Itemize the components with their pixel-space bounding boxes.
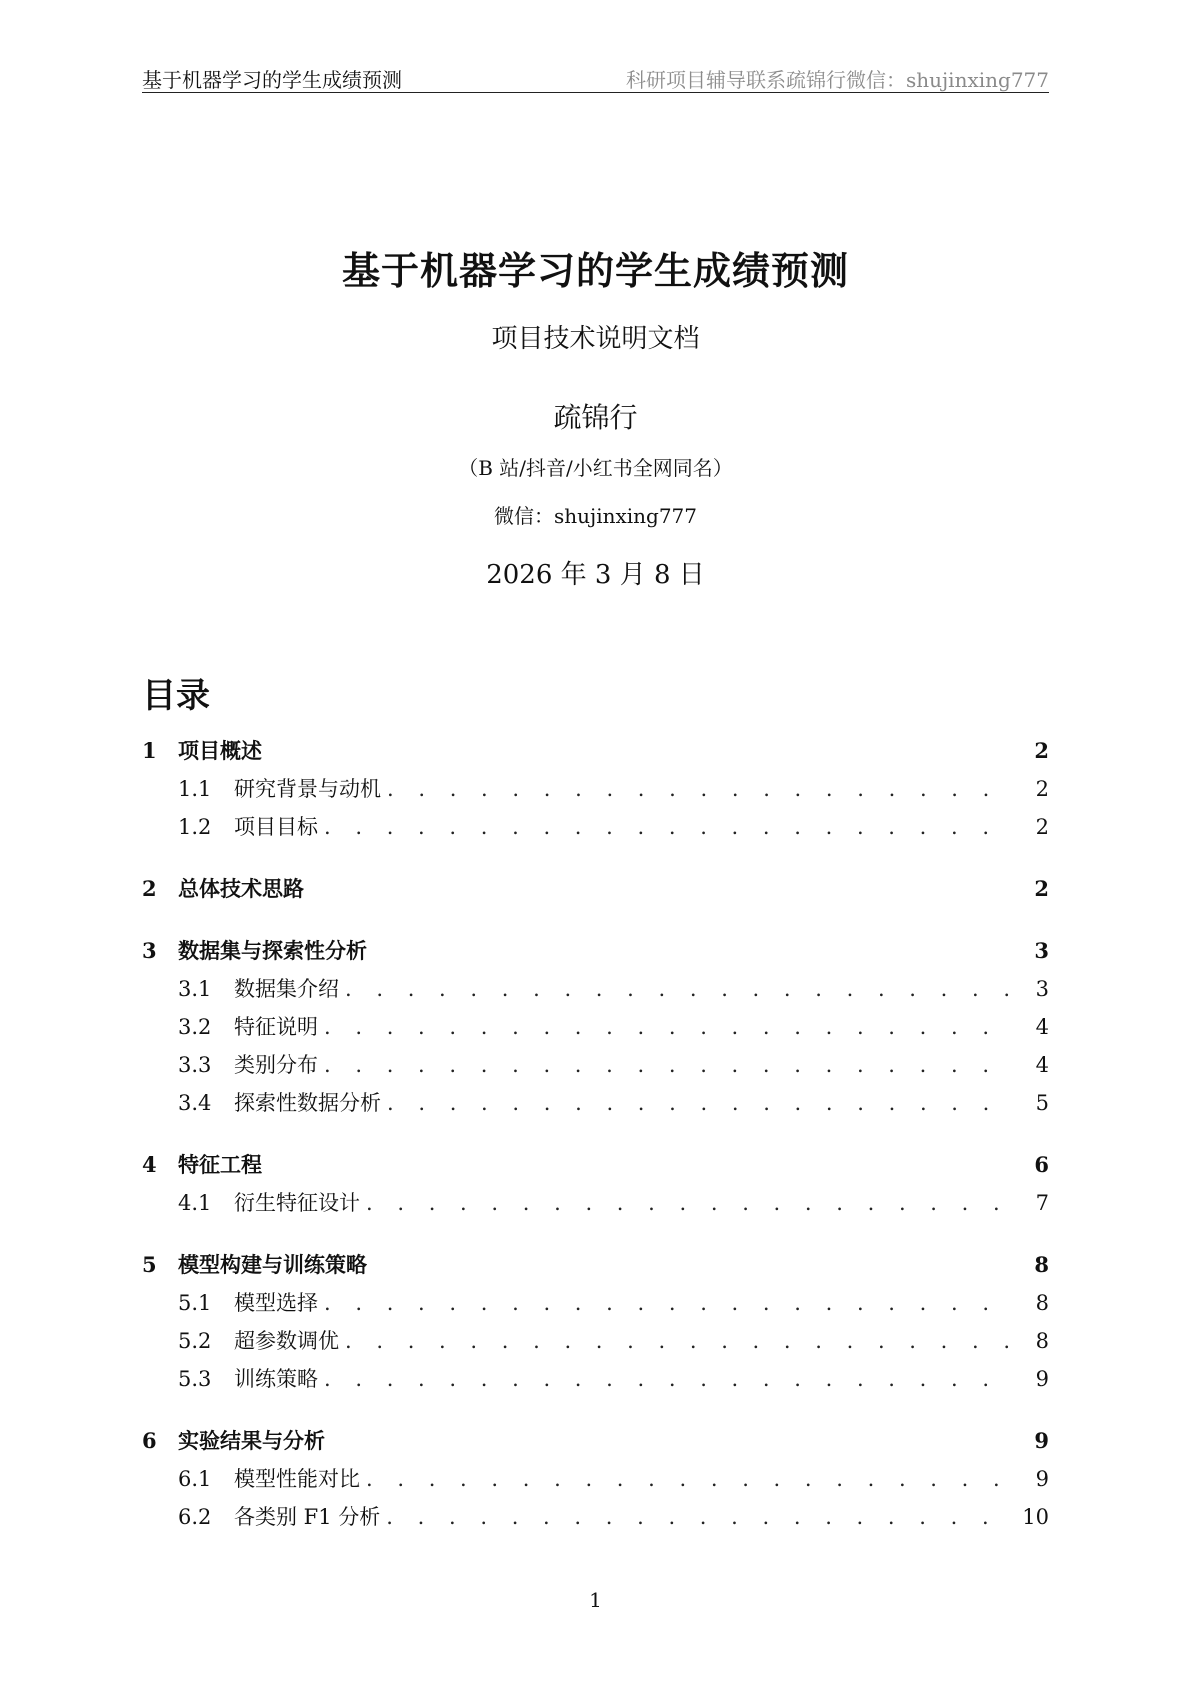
toc-subsection-number: 6.2	[178, 1505, 212, 1529]
toc-section-entry[interactable]	[142, 873, 1049, 911]
toc-subsection-label: 特征说明	[234, 1015, 318, 1039]
toc-section-label: 模型构建与训练策略	[178, 1252, 367, 1277]
toc-leader-dots	[324, 1053, 1009, 1077]
toc-subsection-entry[interactable]	[142, 1501, 1049, 1539]
toc-gap	[142, 849, 1049, 873]
toc-subsection-entry[interactable]	[142, 973, 1049, 1011]
toc-section-number: 3	[142, 938, 157, 963]
toc-subsection-number: 3.3	[178, 1053, 212, 1077]
toc-subsection-label: 数据集介绍	[234, 977, 339, 1001]
toc-leader-dots	[324, 1015, 1009, 1039]
toc-gap	[142, 1401, 1049, 1425]
header-rule	[142, 92, 1049, 93]
toc-subsection-number: 1.1	[178, 777, 212, 801]
toc-section-number: 6	[142, 1428, 157, 1453]
toc-subsection-number: 3.2	[178, 1015, 212, 1039]
toc-subsection-number: 4.1	[178, 1191, 212, 1215]
toc-subsection-entry[interactable]	[142, 1363, 1049, 1401]
toc-subsection-entry[interactable]	[142, 811, 1049, 849]
toc-leader-dots	[366, 1467, 1009, 1491]
toc-section-entry[interactable]	[142, 1425, 1049, 1463]
toc-section-page: 8	[1034, 1252, 1049, 1277]
toc-section-label: 项目概述	[178, 738, 262, 763]
toc-section-number: 1	[142, 738, 157, 763]
toc-subsection-page: 4	[1035, 1015, 1049, 1039]
toc-subsection-page: 8	[1035, 1291, 1049, 1315]
toc-section-number: 4	[142, 1152, 157, 1177]
toc-section-entry[interactable]	[142, 735, 1049, 773]
toc-section-page: 9	[1034, 1428, 1049, 1453]
toc-subsection-page: 7	[1035, 1191, 1049, 1215]
toc-leader-dots	[345, 977, 1009, 1001]
platform-note: （B 站/抖音/小红书全网同名）	[458, 456, 733, 480]
toc-section-page: 3	[1034, 938, 1049, 963]
toc-subsection-label: 研究背景与动机	[234, 777, 381, 801]
toc-section-page: 6	[1034, 1152, 1049, 1177]
toc-leader-dots	[386, 1505, 1009, 1529]
toc-heading: 目录	[142, 676, 210, 716]
document-title: 基于机器学习的学生成绩预测	[341, 248, 849, 293]
toc-leader-dots	[387, 777, 1009, 801]
table-of-contents	[142, 735, 1049, 1539]
toc-gap	[142, 911, 1049, 935]
toc-subsection-page: 2	[1035, 815, 1049, 839]
toc-subsection-label: 各类别 F1 分析	[234, 1505, 381, 1529]
toc-subsection-number: 5.1	[178, 1291, 212, 1315]
running-header-contact: 科研项目辅导联系疏锦行微信：shujinxing777	[625, 68, 1049, 92]
toc-leader-dots	[387, 1091, 1009, 1115]
wechat-contact: 微信：shujinxing777	[493, 504, 698, 528]
toc-subsection-label: 项目目标	[234, 815, 318, 839]
toc-subsection-entry[interactable]	[142, 1087, 1049, 1125]
toc-subsection-label: 训练策略	[234, 1367, 318, 1391]
toc-subsection-entry[interactable]	[142, 773, 1049, 811]
toc-subsection-label: 探索性数据分析	[234, 1091, 381, 1115]
toc-subsection-entry[interactable]	[142, 1049, 1049, 1087]
toc-section-number: 5	[142, 1252, 157, 1277]
toc-leader-dots	[324, 1291, 1009, 1315]
toc-section-label: 特征工程	[178, 1152, 262, 1177]
toc-section-label: 实验结果与分析	[178, 1428, 325, 1453]
toc-subsection-label: 衍生特征设计	[234, 1191, 360, 1215]
toc-subsection-number: 5.3	[178, 1367, 212, 1391]
toc-subsection-number: 5.2	[178, 1329, 212, 1353]
toc-leader-dots	[324, 1367, 1009, 1391]
running-header-title: 基于机器学习的学生成绩预测	[142, 68, 402, 92]
toc-subsection-page: 3	[1035, 977, 1049, 1001]
toc-section-number: 2	[142, 876, 157, 901]
document-date: 2026 年 3 月 8 日	[486, 560, 705, 590]
toc-gap	[142, 1125, 1049, 1149]
toc-subsection-entry[interactable]	[142, 1187, 1049, 1225]
toc-subsection-number: 1.2	[178, 815, 212, 839]
toc-leader-dots	[324, 815, 1009, 839]
toc-subsection-label: 模型性能对比	[234, 1467, 360, 1491]
toc-subsection-page: 4	[1035, 1053, 1049, 1077]
toc-section-entry[interactable]	[142, 1249, 1049, 1287]
toc-subsection-page: 8	[1035, 1329, 1049, 1353]
toc-subsection-label: 类别分布	[234, 1053, 318, 1077]
toc-section-page: 2	[1034, 738, 1049, 763]
toc-section-label: 总体技术思路	[178, 876, 304, 901]
toc-subsection-page: 5	[1035, 1091, 1049, 1115]
document-subtitle: 项目技术说明文档	[491, 324, 700, 354]
toc-section-page: 2	[1034, 876, 1049, 901]
toc-subsection-page: 2	[1035, 777, 1049, 801]
toc-subsection-page: 10	[1022, 1505, 1049, 1529]
toc-subsection-entry[interactable]	[142, 1325, 1049, 1363]
toc-subsection-number: 3.1	[178, 977, 212, 1001]
toc-leader-dots	[345, 1329, 1009, 1353]
page-number: 1	[589, 1588, 602, 1612]
toc-subsection-label: 超参数调优	[234, 1329, 339, 1353]
toc-subsection-entry[interactable]	[142, 1287, 1049, 1325]
toc-subsection-page: 9	[1035, 1467, 1049, 1491]
toc-section-label: 数据集与探索性分析	[178, 938, 367, 963]
toc-gap	[142, 1225, 1049, 1249]
author-name: 疏锦行	[553, 401, 638, 434]
toc-subsection-entry[interactable]	[142, 1463, 1049, 1501]
toc-subsection-label: 模型选择	[234, 1291, 318, 1315]
toc-subsection-page: 9	[1035, 1367, 1049, 1391]
toc-subsection-number: 6.1	[178, 1467, 212, 1491]
toc-section-entry[interactable]	[142, 935, 1049, 973]
toc-subsection-entry[interactable]	[142, 1011, 1049, 1049]
toc-subsection-number: 3.4	[178, 1091, 212, 1115]
toc-section-entry[interactable]	[142, 1149, 1049, 1187]
toc-leader-dots	[366, 1191, 1009, 1215]
